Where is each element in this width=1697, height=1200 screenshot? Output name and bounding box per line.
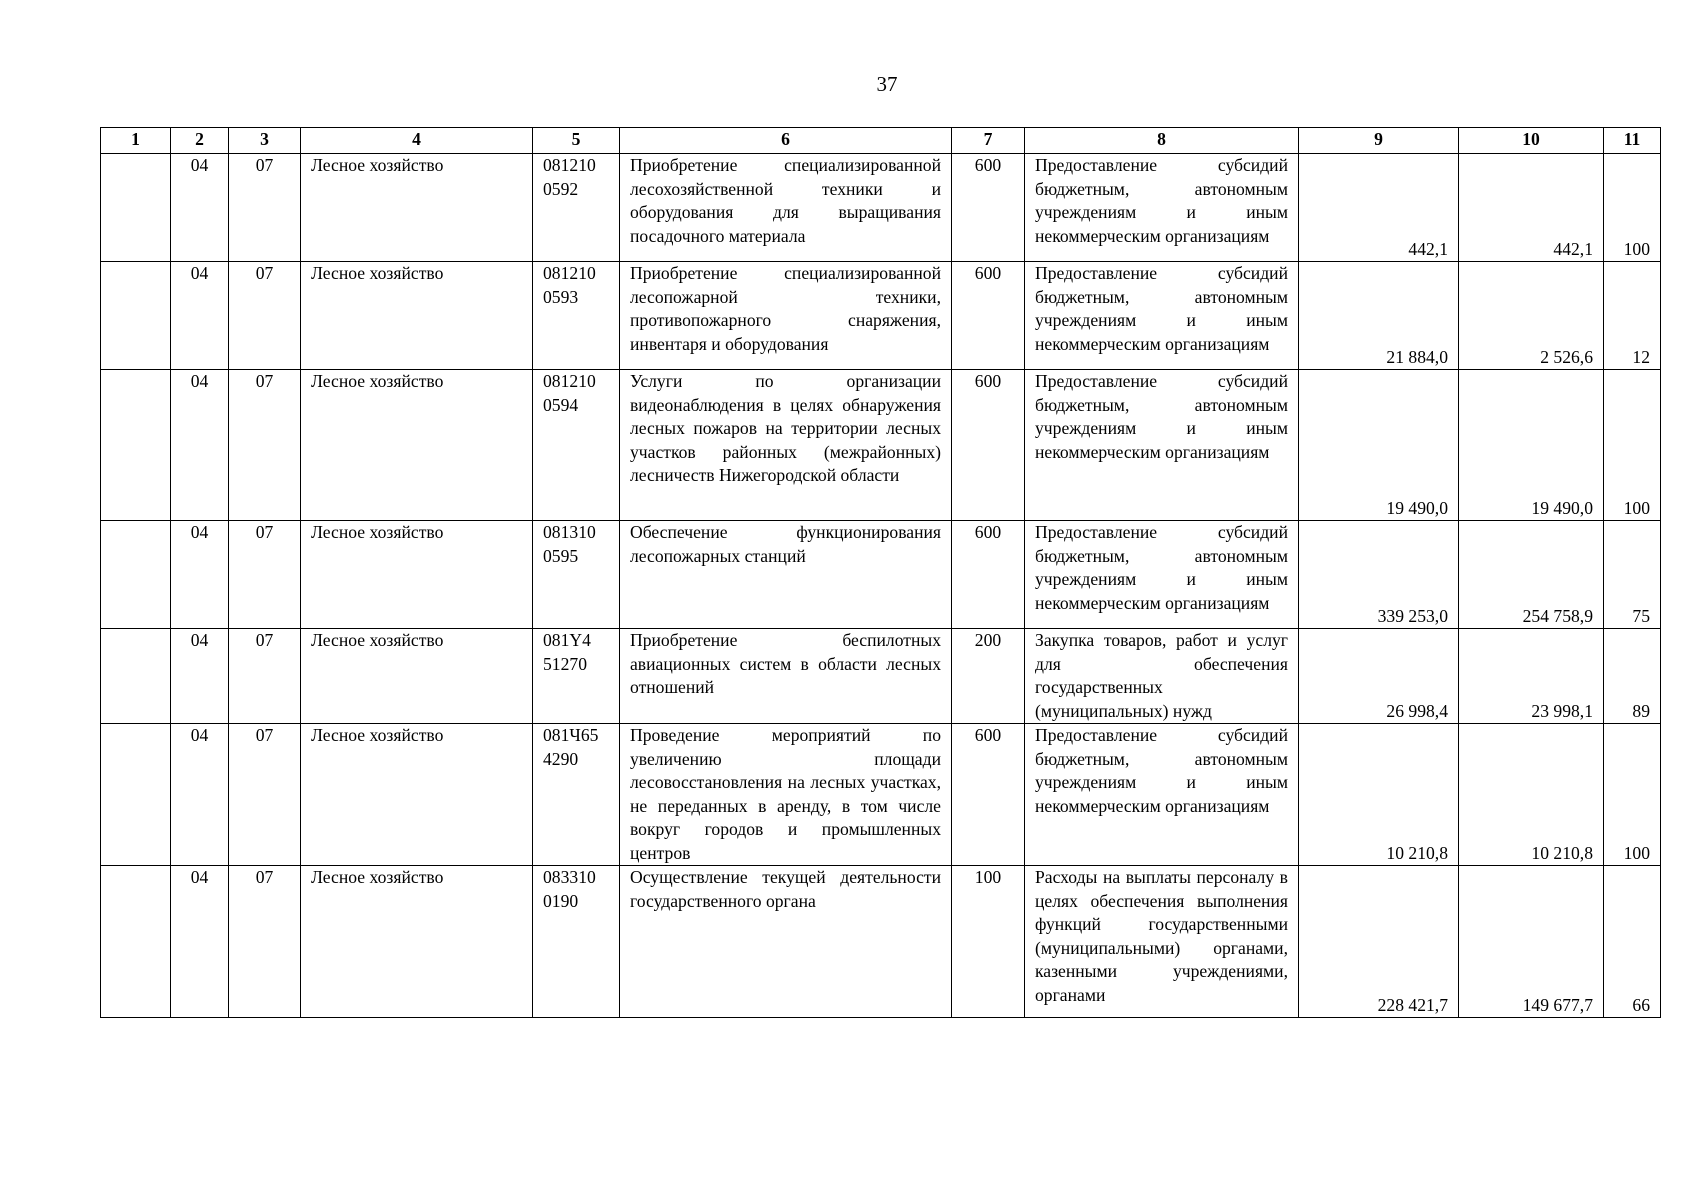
table-row [101, 866, 1661, 1018]
cell-actual-amount: 19 490,0 [1459, 370, 1604, 521]
cell-section: 04 [171, 154, 229, 262]
cell-actual-amount: 254 758,9 [1459, 521, 1604, 629]
cell-planned-amount: 339 253,0 [1299, 521, 1459, 629]
cell-col1 [101, 262, 171, 370]
cell-expense-type-name: Предоставление субсидий бюджетным, автономным учреждениям и иным некоммерческим организациям [1025, 262, 1299, 370]
table-row [101, 370, 1661, 521]
cell-target-code: 081210 0593 [533, 262, 620, 370]
cell-actual-amount: 23 998,1 [1459, 629, 1604, 724]
table-row [101, 629, 1661, 724]
column-header-8: 8 [1025, 128, 1299, 154]
cell-planned-amount: 10 210,8 [1299, 724, 1459, 866]
cell-expense-type-code: 600 [952, 724, 1025, 866]
cell-percent: 100 [1604, 154, 1661, 262]
cell-subsection: 07 [229, 521, 301, 629]
cell-section-name: Лесное хозяйство [301, 154, 533, 262]
cell-target-code: 081210 0594 [533, 370, 620, 521]
cell-planned-amount: 26 998,4 [1299, 629, 1459, 724]
cell-expense-type-name: Предоставление субсидий бюджетным, автономным учреждениям и иным некоммерческим организациям [1025, 154, 1299, 262]
cell-col1 [101, 370, 171, 521]
column-header-7: 7 [952, 128, 1025, 154]
table-header [101, 128, 1661, 154]
cell-actual-amount: 10 210,8 [1459, 724, 1604, 866]
cell-percent: 89 [1604, 629, 1661, 724]
cell-subsection: 07 [229, 154, 301, 262]
column-header-4: 4 [301, 128, 533, 154]
table-body [101, 154, 1661, 1018]
cell-col1 [101, 866, 171, 1018]
cell-event-name: Обеспечение функционирования лесопожарных станций [620, 521, 952, 629]
cell-event-name: Услуги по организации видеонаблюдения в целях обнаружения лесных пожаров на территории лесных участков районных (межрайонных) лесничеств Нижегородской области [620, 370, 952, 521]
column-header-5: 5 [533, 128, 620, 154]
cell-percent: 100 [1604, 370, 1661, 521]
cell-expense-type-name: Закупка товаров, работ и услуг для обеспечения государственных (муниципальных) нужд [1025, 629, 1299, 724]
cell-section-name: Лесное хозяйство [301, 370, 533, 521]
cell-event-name: Приобретение специализированной лесохозяйственной техники и оборудования для выращивания посадочного материала [620, 154, 952, 262]
cell-percent: 75 [1604, 521, 1661, 629]
cell-section-name: Лесное хозяйство [301, 521, 533, 629]
page-number: 37 [876, 72, 898, 96]
cell-expense-type-name: Предоставление субсидий бюджетным, автономным учреждениям и иным некоммерческим организациям [1025, 521, 1299, 629]
cell-planned-amount: 19 490,0 [1299, 370, 1459, 521]
cell-event-name: Приобретение специализированной лесопожарной техники, противопожарного снаряжения, инвентаря и оборудования [620, 262, 952, 370]
column-header-10: 10 [1459, 128, 1604, 154]
cell-target-code: 081210 0592 [533, 154, 620, 262]
cell-subsection: 07 [229, 866, 301, 1018]
cell-col1 [101, 724, 171, 866]
cell-expense-type-code: 200 [952, 629, 1025, 724]
table-row [101, 154, 1661, 262]
cell-subsection: 07 [229, 724, 301, 866]
cell-section: 04 [171, 866, 229, 1018]
column-header-2: 2 [171, 128, 229, 154]
table-row [101, 262, 1661, 370]
cell-col1 [101, 521, 171, 629]
cell-planned-amount: 21 884,0 [1299, 262, 1459, 370]
cell-target-code: 081Ч65 4290 [533, 724, 620, 866]
budget-table [100, 127, 1661, 1018]
cell-event-name: Осуществление текущей деятельности государственного органа [620, 866, 952, 1018]
cell-section-name: Лесное хозяйство [301, 262, 533, 370]
cell-percent: 12 [1604, 262, 1661, 370]
cell-planned-amount: 228 421,7 [1299, 866, 1459, 1018]
cell-section-name: Лесное хозяйство [301, 724, 533, 866]
cell-event-name: Проведение мероприятий по увеличению площади лесовосстановления на лесных участках, не переданных в аренду, в том числе вокруг городов и промышленных центров [620, 724, 952, 866]
cell-expense-type-code: 600 [952, 262, 1025, 370]
cell-expense-type-code: 600 [952, 370, 1025, 521]
column-header-6: 6 [620, 128, 952, 154]
cell-percent: 66 [1604, 866, 1661, 1018]
cell-col1 [101, 154, 171, 262]
cell-section: 04 [171, 370, 229, 521]
cell-section: 04 [171, 629, 229, 724]
cell-expense-type-code: 100 [952, 866, 1025, 1018]
cell-target-code: 083310 0190 [533, 866, 620, 1018]
cell-actual-amount: 149 677,7 [1459, 866, 1604, 1018]
cell-section: 04 [171, 724, 229, 866]
cell-expense-type-code: 600 [952, 521, 1025, 629]
cell-target-code: 081Y4 51270 [533, 629, 620, 724]
cell-section: 04 [171, 262, 229, 370]
column-header-11: 11 [1604, 128, 1661, 154]
cell-section-name: Лесное хозяйство [301, 629, 533, 724]
cell-expense-type-name: Расходы на выплаты персоналу в целях обеспечения выполнения функций государственными (муниципальными) органами, казенными учреждениями, органами [1025, 866, 1299, 1018]
cell-section-name: Лесное хозяйство [301, 866, 533, 1018]
column-header-3: 3 [229, 128, 301, 154]
column-header-9: 9 [1299, 128, 1459, 154]
table-row [101, 724, 1661, 866]
cell-expense-type-code: 600 [952, 154, 1025, 262]
cell-subsection: 07 [229, 262, 301, 370]
cell-section: 04 [171, 521, 229, 629]
cell-percent: 100 [1604, 724, 1661, 866]
cell-event-name: Приобретение беспилотных авиационных систем в области лесных отношений [620, 629, 952, 724]
cell-planned-amount: 442,1 [1299, 154, 1459, 262]
column-header-1: 1 [101, 128, 171, 154]
cell-col1 [101, 629, 171, 724]
cell-expense-type-name: Предоставление субсидий бюджетным, автономным учреждениям и иным некоммерческим организациям [1025, 724, 1299, 866]
cell-actual-amount: 2 526,6 [1459, 262, 1604, 370]
header-row [101, 128, 1661, 154]
cell-actual-amount: 442,1 [1459, 154, 1604, 262]
cell-subsection: 07 [229, 629, 301, 724]
cell-subsection: 07 [229, 370, 301, 521]
cell-expense-type-name: Предоставление субсидий бюджетным, автономным учреждениям и иным некоммерческим организациям [1025, 370, 1299, 521]
table-row [101, 521, 1661, 629]
cell-target-code: 081310 0595 [533, 521, 620, 629]
